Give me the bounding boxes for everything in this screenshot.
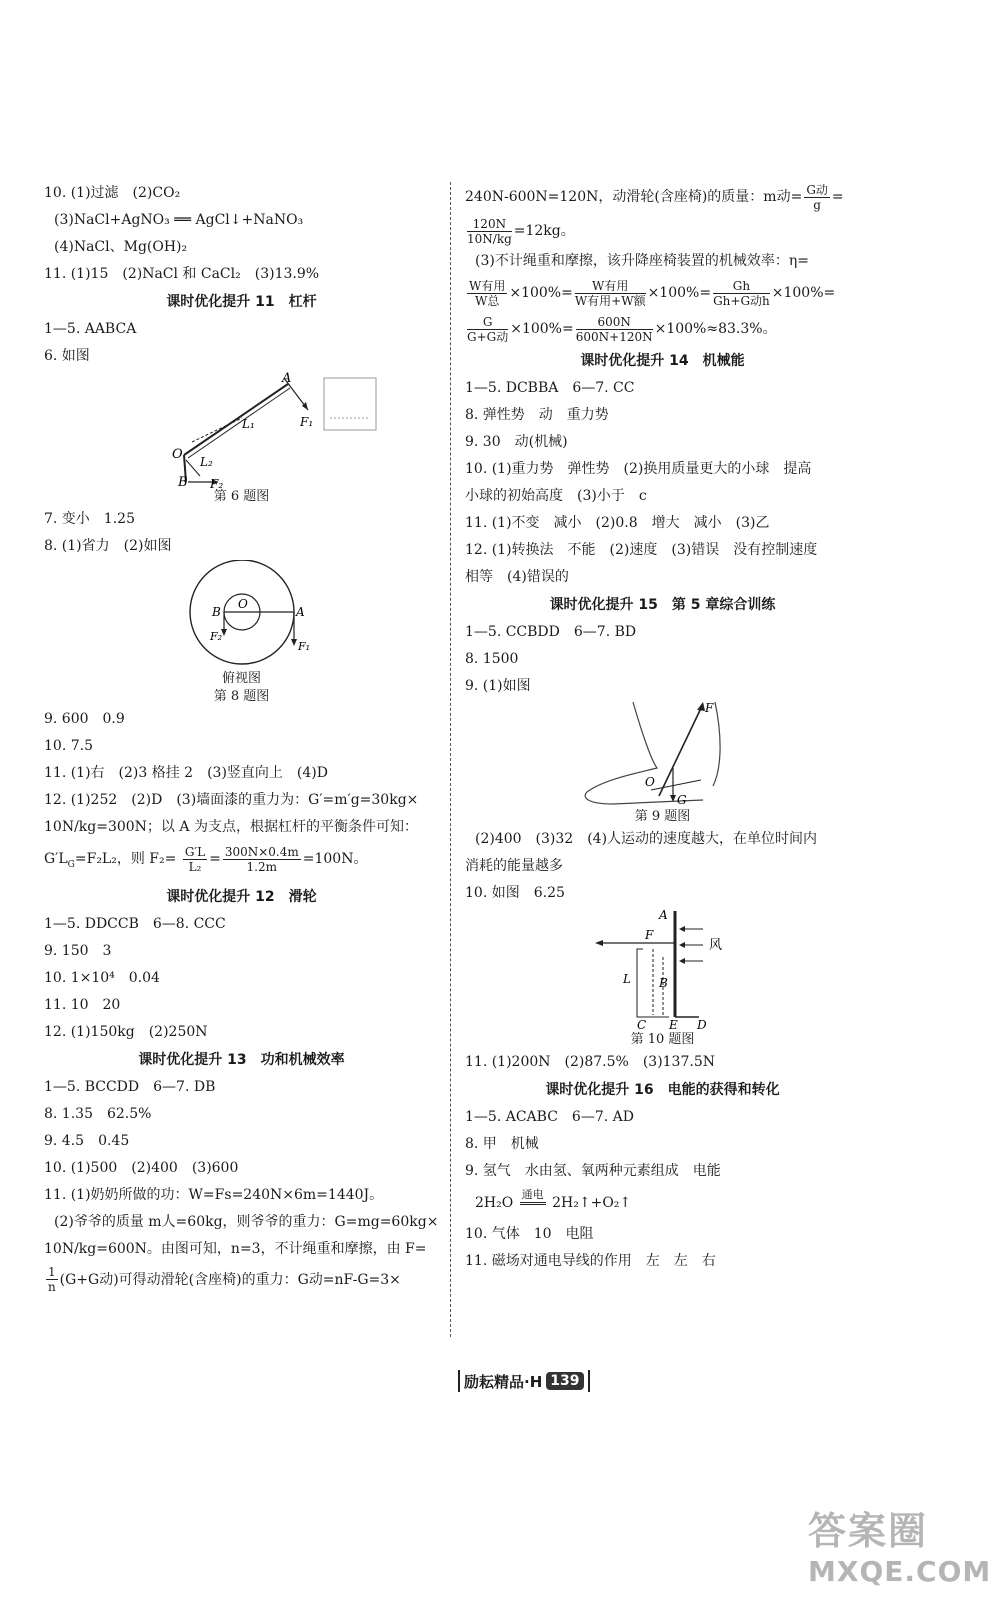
answer-line: 11. (1)奶奶所做的功：W=Fs=240N×6m=1440J。 bbox=[44, 1186, 384, 1203]
denominator: 600N+120N bbox=[575, 329, 653, 344]
wind-force-diagram bbox=[563, 907, 763, 1031]
numerator: 600N bbox=[576, 315, 653, 330]
label-l2: L₂ bbox=[199, 455, 213, 469]
watermark bbox=[808, 1500, 991, 1588]
equation-line bbox=[465, 1185, 860, 1221]
answer-line: 8. 甲 机械 bbox=[465, 1136, 539, 1152]
numerator: Gh bbox=[713, 279, 770, 294]
figure-6 bbox=[44, 370, 439, 506]
denominator: L₂ bbox=[188, 859, 202, 874]
answer-line: (4)NaCl、Mg(OH)₂ bbox=[54, 239, 188, 255]
section-heading: 课时优化提升 13 功和机械效率 bbox=[138, 1051, 345, 1068]
page-number: 139 bbox=[546, 1372, 583, 1390]
answer-line: 7. 变小 1.25 bbox=[44, 511, 135, 527]
fraction bbox=[223, 845, 301, 874]
watermark-url: MXQE.COM bbox=[808, 1555, 992, 1588]
answer-line: 小球的初始高度 (3)小于 c bbox=[465, 488, 647, 504]
label-a: A bbox=[281, 371, 291, 386]
label-o: O bbox=[171, 447, 183, 462]
label-f1: F₁ bbox=[297, 640, 310, 653]
formula-line bbox=[465, 214, 860, 248]
answer-line: 6. 如图 bbox=[44, 348, 90, 364]
page-footer bbox=[458, 1368, 590, 1394]
denominator: Gh+G动h bbox=[713, 293, 770, 308]
answer-line: 11. 磁场对通电导线的作用 左 左 右 bbox=[465, 1253, 716, 1269]
denominator: W有用+W额 bbox=[574, 293, 646, 308]
answer-line: 10. 7.5 bbox=[44, 738, 93, 754]
answer-line: 1—5. CCBDD 6—7. BD bbox=[465, 624, 637, 640]
formula-line bbox=[465, 275, 860, 311]
denominator: n bbox=[47, 1280, 56, 1295]
section-heading: 课时优化提升 11 杠杆 bbox=[166, 294, 317, 310]
label-b: B bbox=[658, 976, 668, 990]
label-o: O bbox=[237, 597, 248, 611]
answer-line: 12. (1)转换法 不能 (2)速度 (3)错误 没有控制速度 bbox=[465, 542, 818, 558]
formula-text: 240N-600N=120N，动滑轮(含座椅)的质量：m动= bbox=[465, 189, 803, 205]
label-d: D bbox=[696, 1018, 707, 1031]
numerator: 120N bbox=[467, 217, 512, 232]
footer-bar bbox=[458, 1370, 460, 1392]
label-e: E bbox=[668, 1018, 678, 1031]
fraction bbox=[575, 279, 646, 308]
answer-line: 1—5. DCBBA 6—7. CC bbox=[465, 380, 635, 396]
section-heading: 课时优化提升 16 电能的获得和转化 bbox=[545, 1082, 780, 1098]
answer-line: 10. (1)过滤 (2)CO₂ bbox=[44, 185, 181, 201]
answer-line: 10. 气体 10 电阻 bbox=[465, 1226, 594, 1242]
label-f: F bbox=[644, 928, 653, 942]
formula-text: = bbox=[831, 189, 844, 205]
label-l1: L₁ bbox=[241, 417, 255, 431]
answer-line: 相等 (4)错误的 bbox=[465, 569, 569, 585]
formula-line bbox=[465, 180, 860, 214]
label-a: A bbox=[295, 605, 305, 619]
answer-line: 10. 1×10⁴ 0.04 bbox=[44, 969, 160, 986]
section-heading: 课时优化提升 14 机械能 bbox=[580, 353, 745, 369]
fraction bbox=[467, 279, 507, 308]
answer-line: 10. 如图 6.25 bbox=[465, 885, 565, 901]
condition-text: 通电 bbox=[520, 1188, 546, 1205]
equation-right: 2H₂↑+O₂↑ bbox=[552, 1195, 632, 1211]
label-f1: F₁ bbox=[299, 415, 313, 429]
watermark-logo: 答案圈 bbox=[808, 1509, 929, 1553]
numerator: W有用 bbox=[469, 278, 506, 293]
figure-9 bbox=[465, 700, 860, 826]
numerator: 1 bbox=[48, 1265, 56, 1280]
answer-line: 11. 10 20 bbox=[44, 996, 121, 1013]
formula-line bbox=[465, 311, 860, 347]
answer-line: 1—5. BCCDD 6—7. DB bbox=[44, 1078, 216, 1095]
formula-text: ×100%= bbox=[771, 285, 836, 301]
answer-line: 12. (1)252 (2)D (3)墙面漆的重力为：G′=m′g=30kg× bbox=[44, 792, 419, 808]
answer-line: 9. (1)如图 bbox=[465, 678, 531, 694]
formula-text: G′L bbox=[44, 851, 68, 867]
label-g: G bbox=[676, 793, 687, 807]
formula-line: $G'L_G=F_2L_2$，则 F₂= $\frac{G'L}{\text{L₂}}$ = $\frac{300N\times 0.4m}{1.2m}$ =100N。 bbox=[44, 844, 368, 874]
answer-line: 11. (1)不变 减小 (2)0.8 增大 减小 (3)乙 bbox=[465, 515, 770, 531]
answer-line: 8. 1500 bbox=[465, 651, 519, 667]
numerator: W有用 bbox=[575, 279, 646, 294]
label-f2: F₂ bbox=[209, 477, 223, 488]
answer-line: 9. 氢气 水由氢、氧两种元素组成 电能 bbox=[465, 1163, 721, 1179]
answer-line: 11. (1)200N (2)87.5% (3)137.5N bbox=[465, 1054, 715, 1070]
foot-lever-diagram bbox=[573, 700, 753, 808]
answer-line: 9. 4.5 0.45 bbox=[44, 1132, 130, 1149]
fraction bbox=[183, 845, 207, 874]
formula-text: ×100%= bbox=[510, 321, 574, 337]
denominator: G+G动 bbox=[467, 329, 509, 344]
section-heading: 课时优化提升 12 滑轮 bbox=[166, 888, 317, 905]
reaction-condition bbox=[520, 1188, 546, 1219]
wheel-diagram bbox=[142, 560, 342, 670]
left-column bbox=[44, 180, 439, 1297]
label-b: B bbox=[211, 605, 221, 619]
answer-line: (3)不计绳重和摩擦，该升降座椅装置的机械效率：η= bbox=[475, 253, 809, 269]
denominator: 1.2m bbox=[246, 859, 278, 874]
formula-text: ×100%= bbox=[647, 285, 712, 301]
figure-8 bbox=[44, 560, 439, 706]
formula-line bbox=[44, 1263, 439, 1297]
numerator: G′L bbox=[184, 844, 206, 859]
answer-line: 1—5. AABCA bbox=[44, 321, 137, 337]
lever-diagram bbox=[92, 370, 392, 488]
figure-10 bbox=[465, 907, 860, 1049]
figure-caption: 第 10 题图 bbox=[630, 1032, 695, 1047]
answer-line: 11. (1)15 (2)NaCl 和 CaCl₂ (3)13.9% bbox=[44, 266, 320, 282]
answer-line: 8. (1)省力 (2)如图 bbox=[44, 538, 172, 554]
formula-text: =12kg。 bbox=[513, 223, 575, 239]
fraction bbox=[713, 279, 770, 308]
label-l: L bbox=[622, 972, 631, 986]
label-a: A bbox=[658, 908, 668, 922]
answer-line: 1—5. DDCCB 6—8. CCC bbox=[44, 915, 226, 932]
answer-line: 9. 600 0.9 bbox=[44, 711, 125, 727]
formula-text: ×100%≈83.3%。 bbox=[654, 321, 777, 337]
answer-line: 10. (1)500 (2)400 (3)600 bbox=[44, 1159, 239, 1176]
formula-text: =F₂L₂，则 F₂= bbox=[74, 851, 177, 867]
answer-line: 10N/kg=300N；以 A 为支点，根据杠杆的平衡条件可知： bbox=[44, 819, 418, 835]
numerator: G动 bbox=[806, 182, 828, 197]
fraction bbox=[46, 1265, 58, 1294]
numerator: G bbox=[467, 315, 508, 330]
label-o: O bbox=[644, 775, 655, 789]
answer-line: (2)爷爷的质量 m人=60kg，则爷爷的重力：G=mg=60kg× bbox=[54, 1213, 439, 1230]
answer-line: 8. 1.35 62.5% bbox=[44, 1105, 152, 1122]
equation-left: 2H₂O bbox=[475, 1195, 514, 1211]
figure-caption: 第 8 题图 bbox=[213, 689, 270, 704]
answer-line: (2)400 (3)32 (4)人运动的速度越大，在单位时间内 bbox=[475, 831, 818, 847]
answer-line: 消耗的能量越多 bbox=[465, 858, 563, 874]
fraction bbox=[804, 183, 830, 212]
formula-text: ×100%= bbox=[509, 285, 573, 301]
answer-line: 1—5. ACABC 6—7. AD bbox=[465, 1109, 634, 1125]
label-f: F bbox=[704, 701, 713, 715]
right-column bbox=[465, 180, 860, 1275]
footer-brand: 励耘精品·H bbox=[464, 1372, 543, 1391]
stamp-icon bbox=[324, 378, 376, 430]
denominator: g bbox=[813, 197, 821, 212]
answer-line: 11. (1)右 (2)3 格挂 2 (3)竖直向上 (4)D bbox=[44, 765, 328, 781]
denominator: 10N/kg bbox=[467, 231, 512, 246]
answer-line: (3)NaCl+AgNO₃ ══ AgCl↓+NaNO₃ bbox=[54, 212, 304, 228]
label-b: B bbox=[177, 475, 188, 488]
answer-line: 9. 30 动(机械) bbox=[465, 434, 568, 450]
label-wind: 风 bbox=[708, 938, 722, 953]
formula-text: (G+G动)可得动滑轮(含座椅)的重力：G动=nF-G=3× bbox=[59, 1271, 401, 1288]
figure-caption: 第 9 题图 bbox=[634, 809, 691, 824]
footer-bar bbox=[588, 1370, 590, 1392]
answer-line: 8. 弹性势 动 重力势 bbox=[465, 407, 609, 423]
denominator: W总 bbox=[475, 293, 500, 308]
formula-text: =100N。 bbox=[302, 851, 368, 867]
label-f2: F₂ bbox=[209, 630, 222, 643]
column-divider bbox=[450, 182, 451, 1337]
figure-view-label: 俯视图 bbox=[221, 671, 261, 686]
label-c: C bbox=[636, 1018, 646, 1031]
answer-line: 12. (1)150kg (2)250N bbox=[44, 1023, 208, 1040]
figure-caption: 第 6 题图 bbox=[213, 489, 270, 504]
fraction bbox=[467, 217, 512, 246]
numerator: 300N×0.4m bbox=[224, 844, 299, 859]
answer-line: 9. 150 3 bbox=[44, 942, 112, 959]
answer-line: 10N/kg=600N。由图可知，n=3，不计绳重和摩擦，由 F= bbox=[44, 1240, 427, 1257]
answer-line: 10. (1)重力势 弹性势 (2)换用质量更大的小球 提高 bbox=[465, 461, 812, 477]
fraction bbox=[576, 315, 653, 344]
section-heading: 课时优化提升 15 第 5 章综合训练 bbox=[549, 597, 776, 613]
fraction bbox=[467, 315, 508, 344]
